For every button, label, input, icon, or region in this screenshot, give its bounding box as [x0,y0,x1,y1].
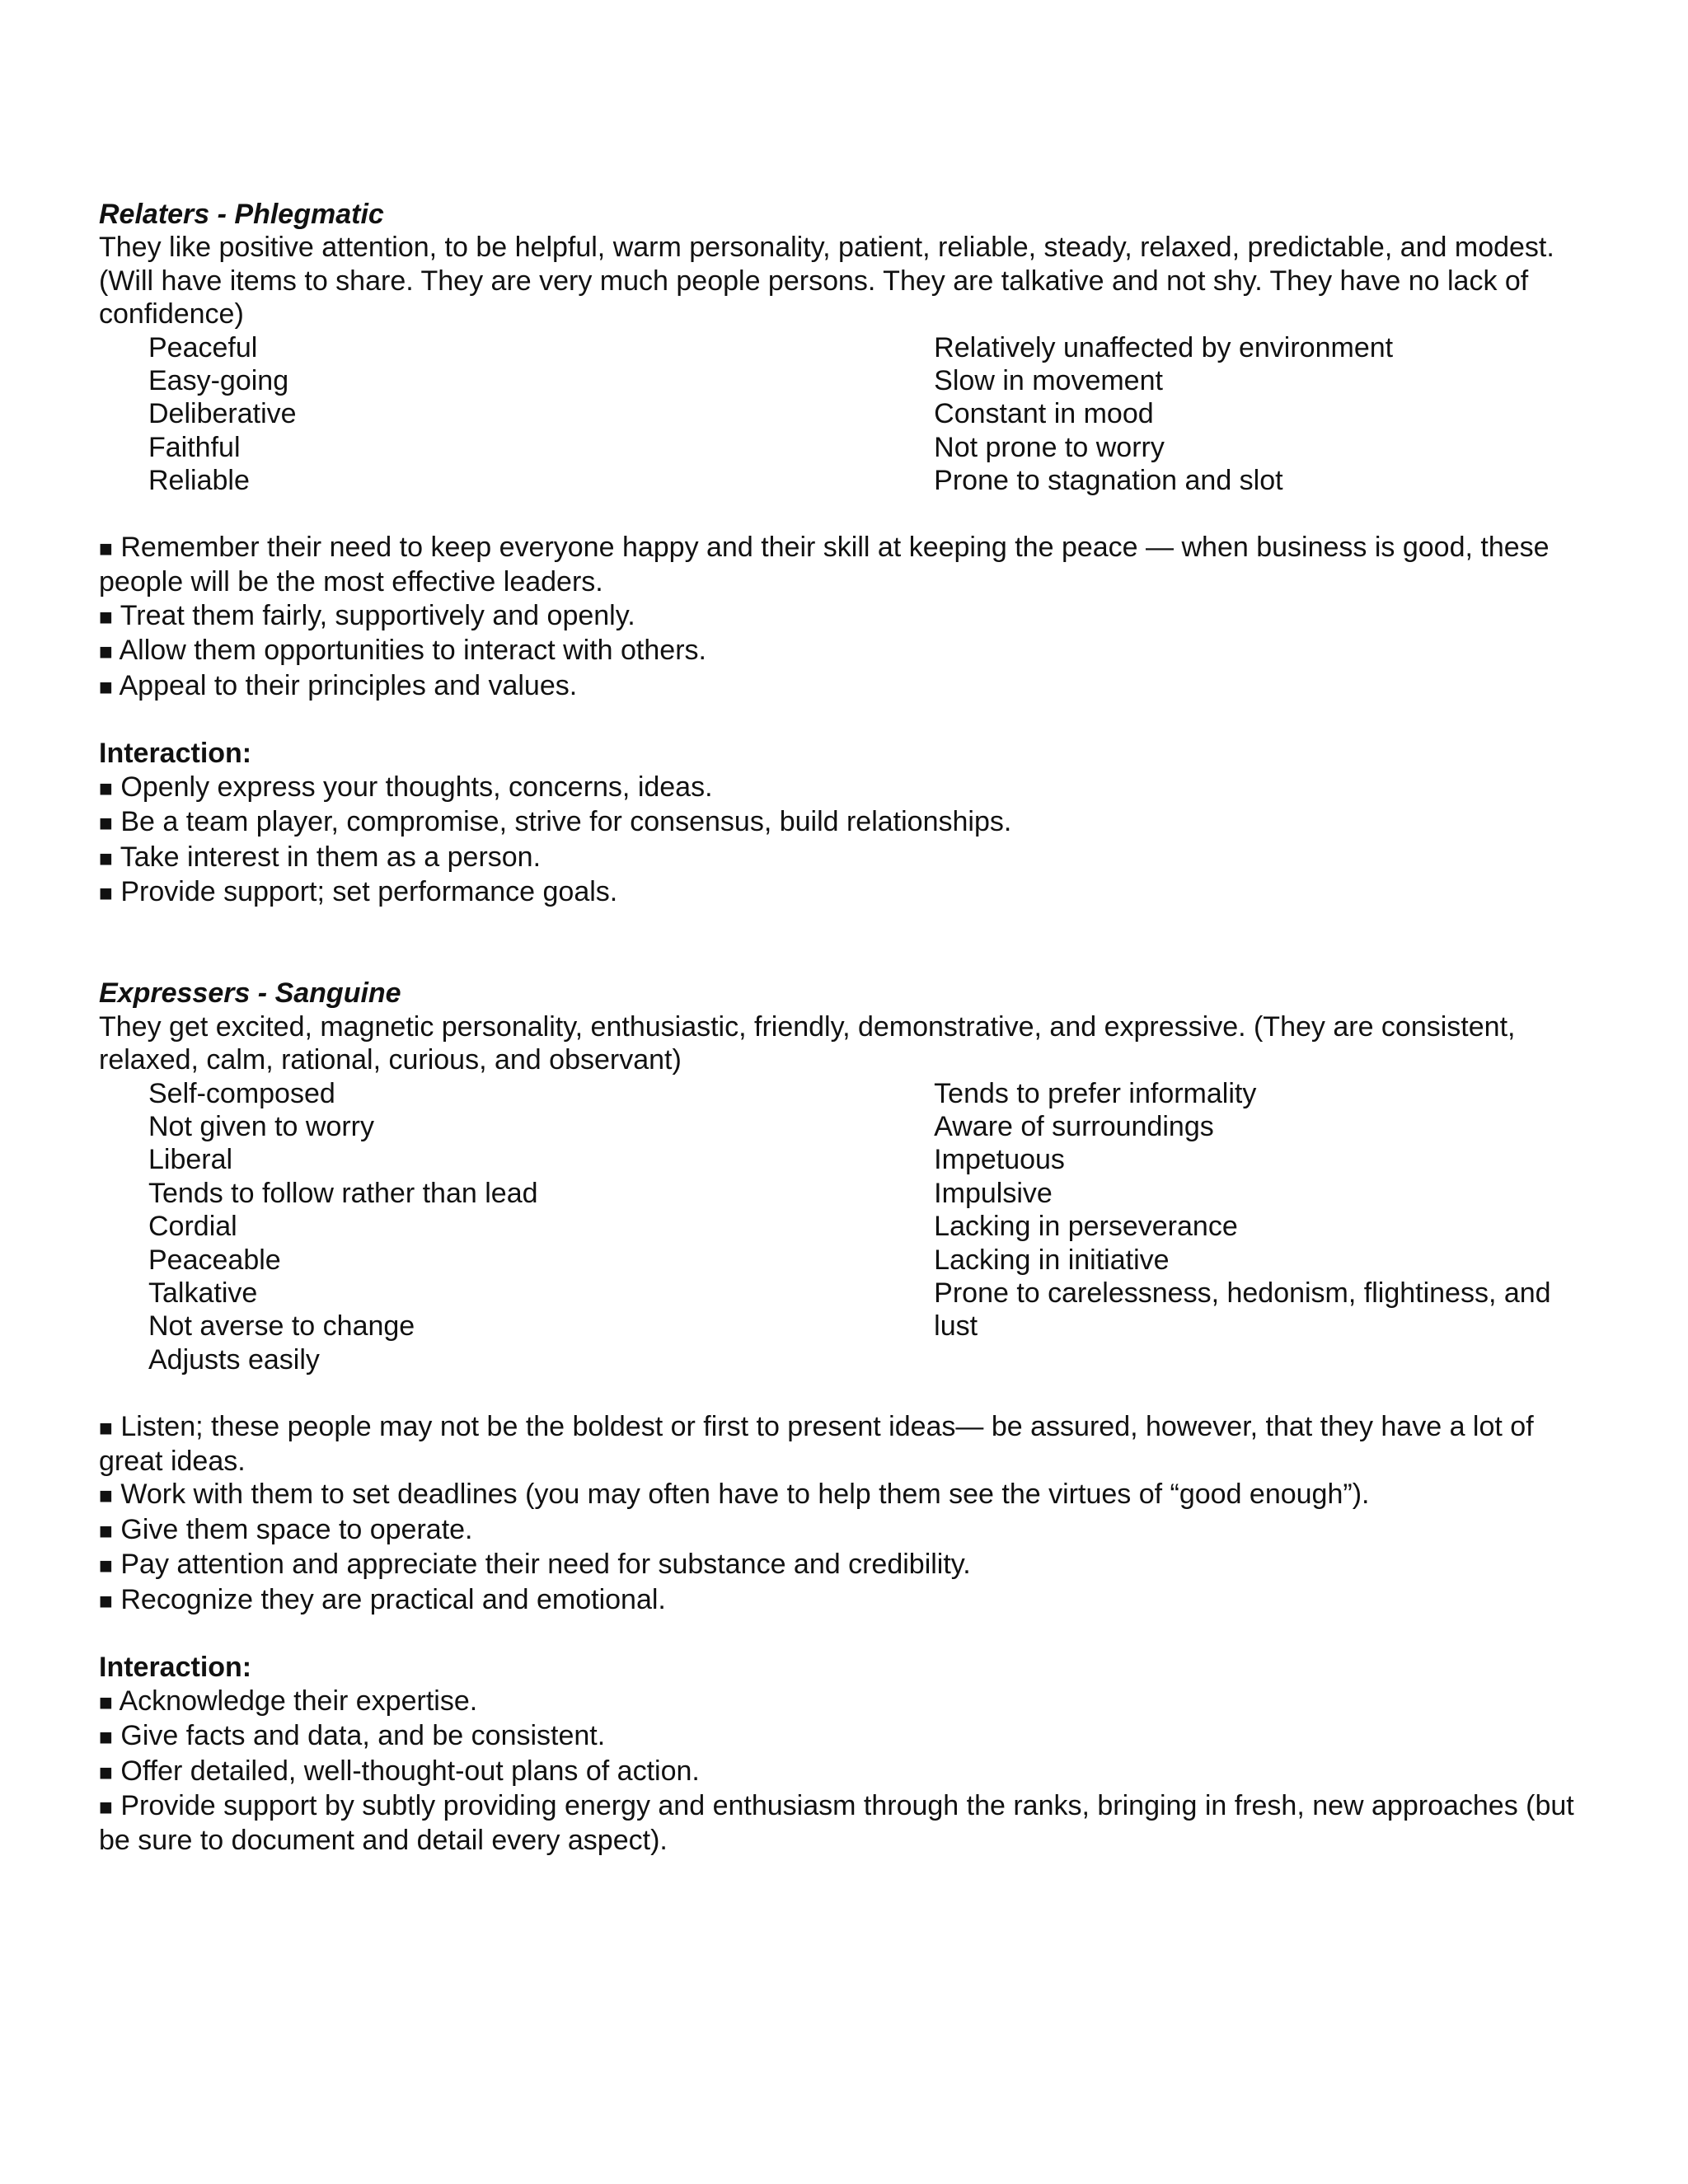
section-title: Relaters - Phlegmatic [99,199,384,230]
interaction-item [99,1685,1582,1719]
interaction-block [99,1651,1582,1857]
tip-item [99,1410,1582,1479]
tip-text: Recognize they are practical and emotional. [120,1583,666,1615]
interaction-item [99,1719,1582,1754]
interaction-heading: Interaction: [99,1652,252,1684]
interaction-text: Acknowledge their expertise. [119,1685,478,1717]
tip-text: Give them space to operate. [120,1513,473,1545]
interaction-item [99,1789,1582,1858]
bullet-square-icon: ■ [99,536,113,562]
traits-list [99,331,1582,498]
interaction-item [99,805,1582,840]
bullet-square-icon: ■ [99,810,113,837]
bullet-square-icon: ■ [99,845,113,871]
trait-item: Peaceful [148,331,258,363]
trait-item: Peaceable [148,1244,281,1276]
bullet-square-icon: ■ [99,1689,113,1715]
tip-text: Work with them to set deadlines (you may often have to help them see the virtues of “good enough”). [120,1479,1370,1511]
tip-item [99,1583,1582,1618]
interaction-text: Take interest in them as a person. [120,841,542,873]
trait-item: Not prone to worry [934,431,1165,463]
trait-item: Tends to follow rather than lead [148,1177,538,1209]
interaction-item [99,841,1582,875]
tip-text: Pay attention and appreciate their need for substance and credibility. [120,1549,971,1581]
trait-item: Lacking in initiative [934,1244,1170,1276]
trait-item: Cordial [148,1211,237,1243]
bullet-square-icon: ■ [99,1483,113,1509]
trait-item: Deliberative [148,398,297,430]
interaction-text: Provide support by subtly providing energy and enthusiasm through the ranks, bringing in fresh, new approaches (but be sure to document and detail every aspect). [99,1790,1574,1857]
trait-item: Adjusts easily [148,1343,320,1376]
trait-item: Faithful [148,431,241,463]
document-page [99,198,1582,1858]
trait-item: Not given to worry [148,1110,374,1142]
tip-text: Treat them fairly, supportively and openly. [120,599,635,631]
trait-item: Impulsive [934,1177,1053,1209]
tip-item [99,1548,1582,1582]
trait-item: Tends to prefer informality [934,1077,1257,1109]
trait-item: Talkative [148,1277,258,1309]
tip-item [99,531,1582,599]
tip-text: Listen; these people may not be the boldest or first to present ideas— be assured, however, that they have a lot of great ideas. [99,1410,1534,1477]
interaction-text: Offer detailed, well-thought-out plans of action. [120,1755,700,1787]
interaction-heading: Interaction: [99,738,252,770]
bullet-square-icon: ■ [99,1759,113,1785]
interaction-block [99,737,1582,910]
interaction-text: Be a team player, compromise, strive for consensus, build relationships. [120,806,1012,838]
tips-list [99,1410,1582,1618]
section-intro: They like positive attention, to be helpful, warm personality, patient, reliable, steady, relaxed, predictable, and modest. (Will have items to share. They are very much people persons. They are talkative and not shy. They have no lack of confidence) [99,232,1554,330]
section-intro: They get excited, magnetic personality, enthusiastic, friendly, demonstrative, and expressive. (They are consistent, relaxed, calm, rational, curious, and observant) [99,1010,1516,1076]
traits-left-column [148,1077,934,1377]
bullet-square-icon: ■ [99,880,113,907]
tip-text: Remember their need to keep everyone happy and their skill at keeping the peace — when business is good, these people will be the most effective leaders. [99,532,1550,598]
trait-item: Slow in movement [934,365,1163,397]
traits-right-column [934,1077,1582,1377]
trait-item: Lacking in perseverance [934,1211,1238,1243]
bullet-square-icon: ■ [99,775,113,801]
interaction-item [99,771,1582,805]
tip-item [99,634,1582,668]
trait-item: Liberal [148,1144,233,1176]
bullet-square-icon: ■ [99,639,113,665]
bullet-square-icon: ■ [99,1553,113,1579]
trait-item: Relatively unaffected by environment [934,331,1394,363]
tip-item [99,1513,1582,1548]
trait-item: Impetuous [934,1144,1065,1176]
interaction-text: Provide support; set performance goals. [120,876,618,908]
trait-item: Self-composed [148,1077,335,1109]
bullet-square-icon: ■ [99,1587,113,1614]
tip-text: Allow them opportunities to interact with others. [119,635,706,667]
trait-item: Prone to stagnation and slot [934,465,1283,497]
trait-item: Aware of surroundings [934,1110,1214,1142]
trait-item: Not averse to change [148,1310,415,1343]
trait-item: Prone to carelessness, hedonism, flightiness, and lust [934,1277,1551,1343]
traits-right-column [934,331,1582,498]
tip-text: Appeal to their principles and values. [119,669,578,701]
traits-left-column [148,331,934,498]
bullet-square-icon: ■ [99,1517,113,1544]
interaction-item [99,1755,1582,1789]
section-relaters [99,198,1582,911]
interaction-text: Openly express your thoughts, concerns, ideas. [120,771,713,803]
interaction-text: Give facts and data, and be consistent. [120,1720,606,1752]
tips-list [99,531,1582,704]
bullet-square-icon: ■ [99,1794,113,1821]
bullet-square-icon: ■ [99,1724,113,1750]
tip-item [99,1478,1582,1512]
tip-item [99,599,1582,634]
trait-item: Constant in mood [934,398,1154,430]
section-title: Expressers - Sanguine [99,977,401,1010]
trait-item: Easy-going [148,365,289,397]
bullet-square-icon: ■ [99,1414,113,1441]
bullet-square-icon: ■ [99,603,113,630]
trait-item: Reliable [148,465,250,497]
section-expressers [99,977,1582,1858]
tip-item [99,669,1582,704]
interaction-item [99,875,1582,910]
bullet-square-icon: ■ [99,673,113,700]
traits-list [99,1077,1582,1377]
